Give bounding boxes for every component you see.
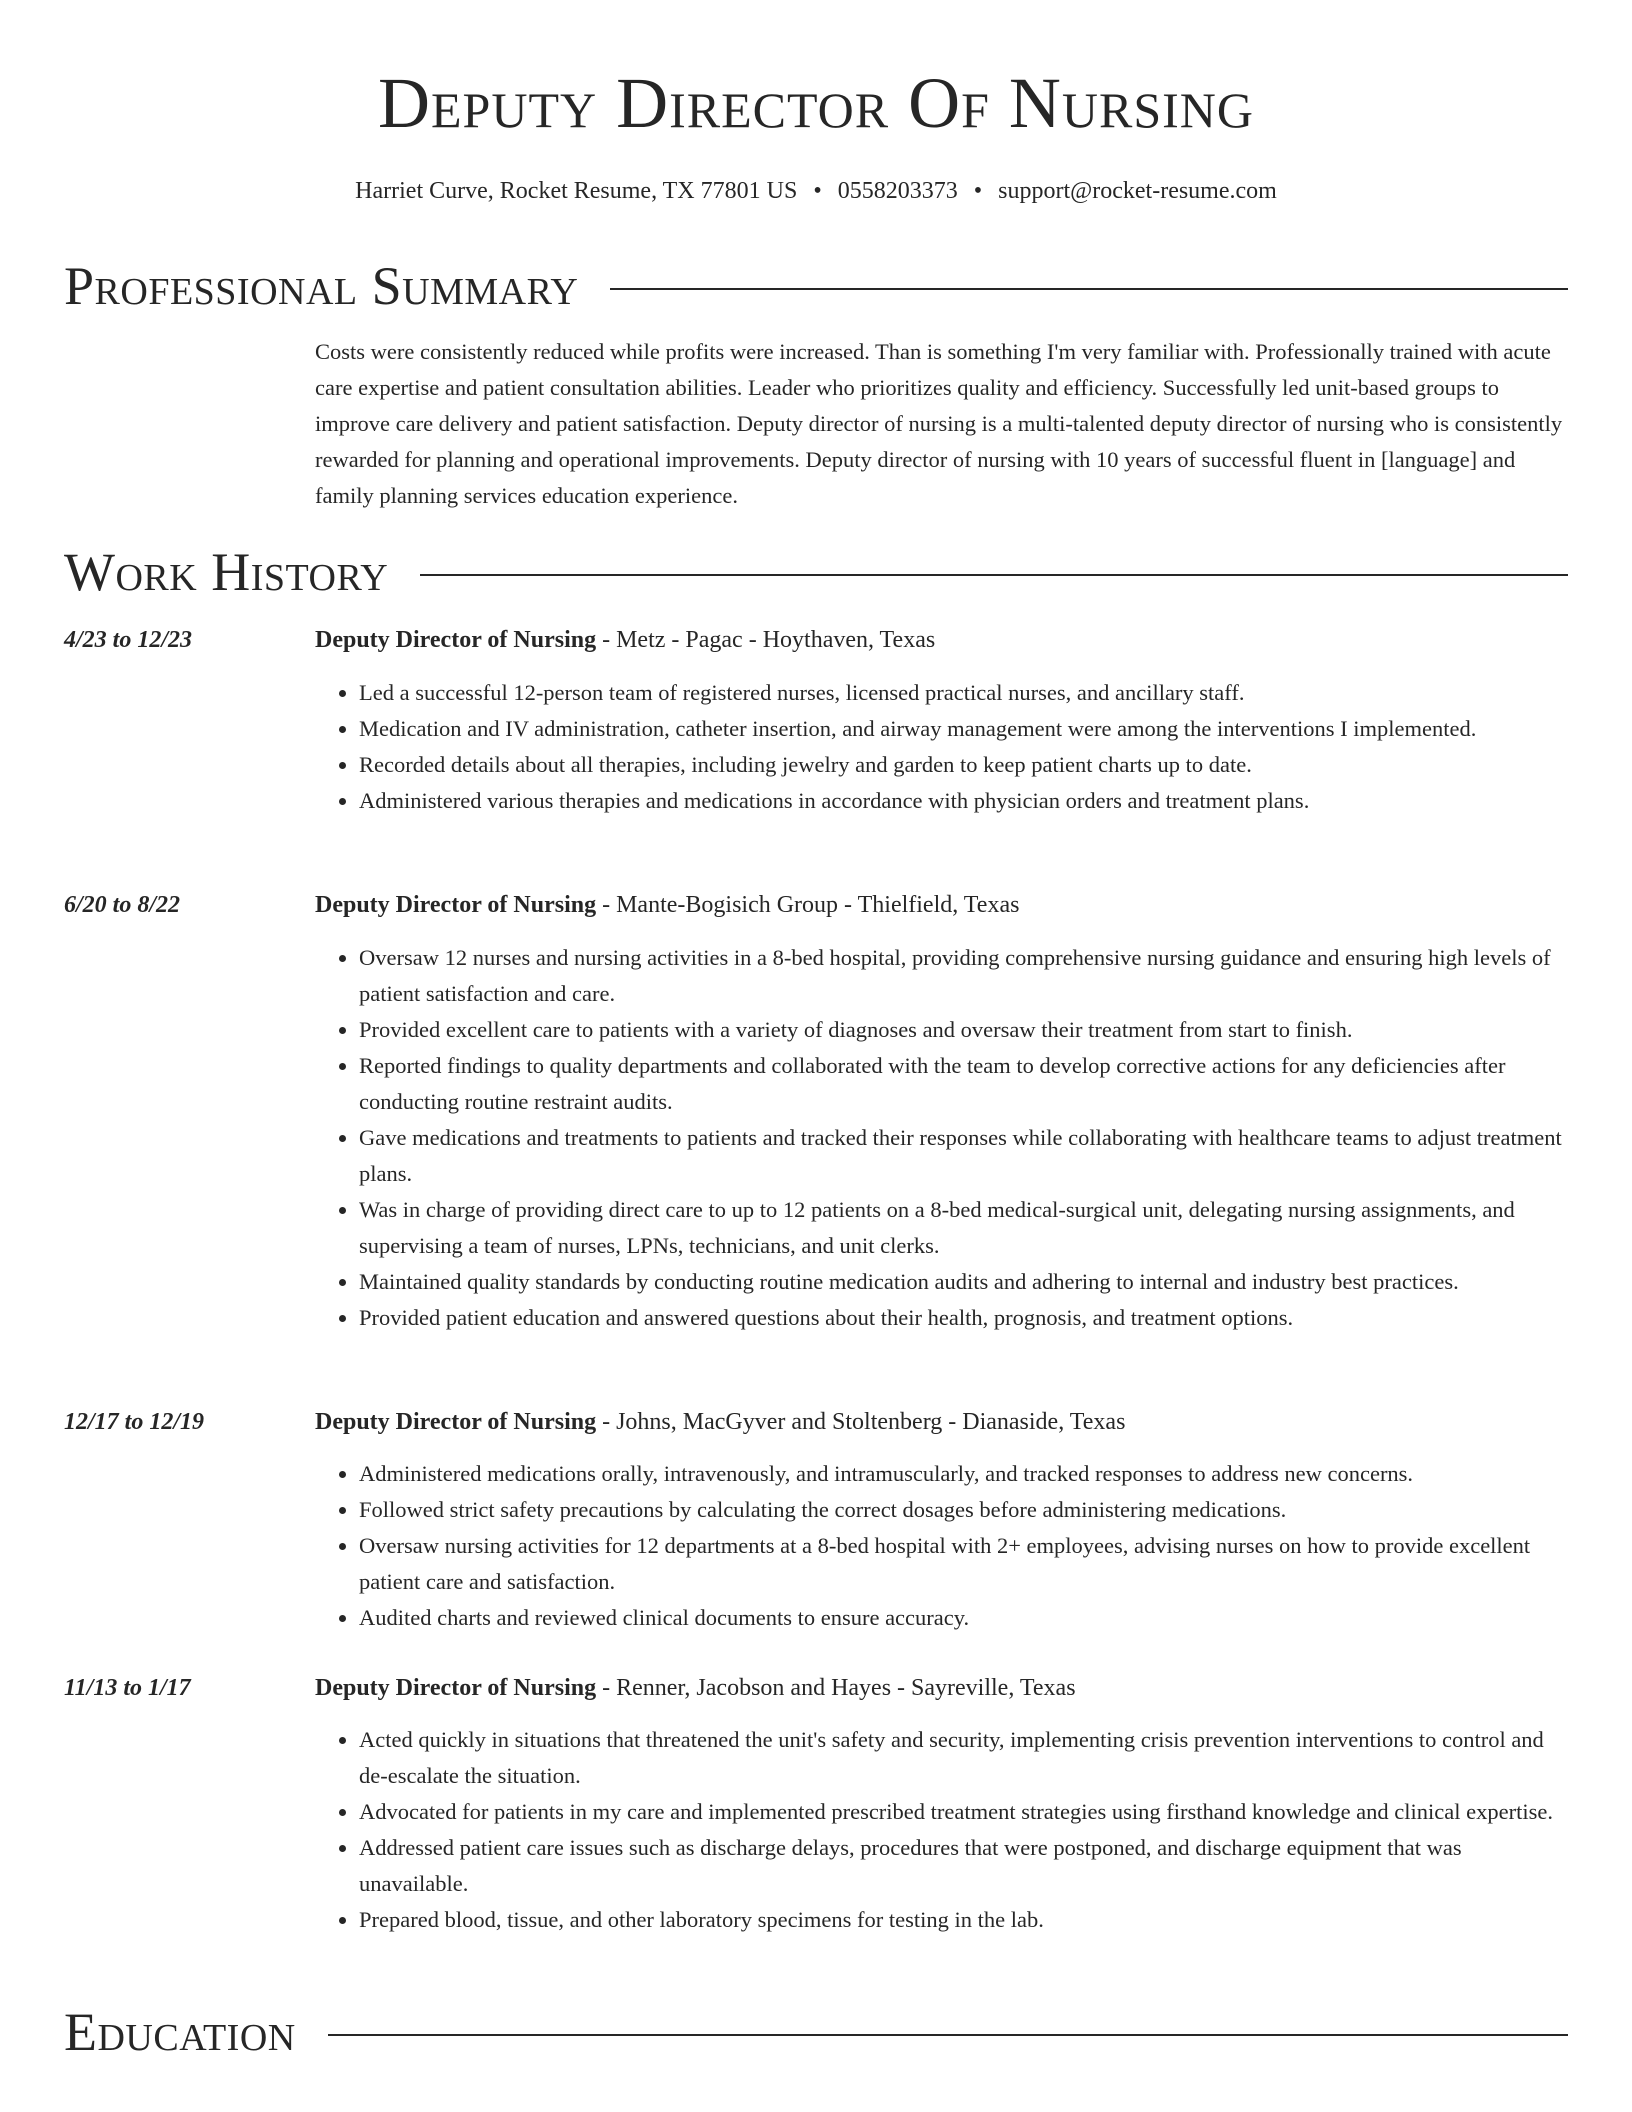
work-section-header (64, 540, 1568, 604)
job-employer: - Mante-Bogisich Group - Thielfield, Texas (596, 892, 1020, 918)
summary-section-title: Professional Summary (64, 256, 579, 316)
job-bullet-list (315, 1722, 1568, 1938)
job-bullet: • Provided excellent care to patients with a variety of diagnoses and oversaw their treatment from start to finish. (359, 1012, 1568, 1048)
job-bullet: • Recorded details about all therapies, including jewelry and garden to keep patient charts up to date. (359, 747, 1568, 783)
job-bullet-list (315, 675, 1568, 819)
contact-phone: 0558203373 (837, 178, 958, 204)
job-bullet: • Reported findings to quality departments and collaborated with the team to develop corrective actions for any deficiencies after conducting routine restraint audits. (359, 1048, 1568, 1120)
job-bullet-list (315, 1456, 1568, 1636)
job-bullet: • Oversaw 12 nurses and nursing activities in a 8-bed hospital, providing comprehensive nursing guidance and ensuring high levels of patient satisfaction and care. (359, 940, 1568, 1012)
job-bullet: • Gave medications and treatments to patients and tracked their responses while collaborating with healthcare teams to adjust treatment plans. (359, 1120, 1568, 1192)
job-bullet: • Led a successful 12-person team of registered nurses, licensed practical nurses, and ancillary staff. (359, 675, 1568, 711)
summary-text: Costs were consistently reduced while profits were increased. Than is something I'm very familiar with. Professionally trained with acute care expertise and patient consultation abilities. Leader who prioritizes quality and efficiency. Successfully led unit-based groups to improve care delivery and patient satisfaction. Deputy director of nursing is a multi-talented deputy director of nursing who is consistently rewarded for planning and operational improvements. Deputy director of nursing with 10 years of successful fluent in [language] and family planning services education experience. (315, 339, 1563, 508)
job-bullet: • Provided patient education and answered questions about their health, prognosis, and treatment options. (359, 1300, 1568, 1336)
job-bullet: • Oversaw nursing activities for 12 departments at a 8-bed hospital with 2+ employees, advising nurses on how to provide excellent patient care and satisfaction. (359, 1528, 1568, 1600)
job-bullet: • Audited charts and reviewed clinical documents to ensure accuracy. (359, 1600, 1568, 1636)
education-section-header (64, 2000, 1568, 2064)
summary-section-header (64, 254, 1568, 318)
education-section-title: Education (64, 2002, 296, 2062)
job-employer: - Renner, Jacobson and Hayes - Sayreville, Texas (596, 1675, 1076, 1701)
job-dates: 12/17 to 12/19 (64, 1409, 205, 1435)
job-title: Deputy Director of Nursing (315, 627, 597, 653)
job-dates: 11/13 to 1/17 (64, 1675, 191, 1701)
job-bullet: • Maintained quality standards by conducting routine medication audits and adhering to internal and industry best practices. (359, 1264, 1568, 1300)
contact-separator: • (973, 178, 983, 204)
job-bullet: • Was in charge of providing direct care to up to 12 patients on a 8-bed medical-surgical unit, delegating nursing assignments, and supervising a team of nurses, LPNs, technicians, and unit clerks. (359, 1192, 1568, 1264)
job-title-line (315, 888, 1568, 922)
job-bullet-list (315, 940, 1568, 1336)
job-title: Deputy Director of Nursing (315, 892, 597, 918)
job-title-line (315, 1671, 1568, 1705)
job-title-line (315, 1405, 1568, 1439)
job-bullet: • Followed strict safety precautions by calculating the correct dosages before administering medications. (359, 1492, 1568, 1528)
work-section-title: Work History (64, 542, 389, 602)
job-employer: - Johns, MacGyver and Stoltenberg - Dianaside, Texas (596, 1409, 1126, 1435)
job-bullet: • Prepared blood, tissue, and other laboratory specimens for testing in the lab. (359, 1902, 1568, 1938)
contact-separator: • (813, 178, 822, 204)
resume-name: Deputy Director Of Nursing (377, 63, 1255, 143)
job-title: Deputy Director of Nursing (315, 1675, 597, 1701)
job-bullet: • Administered various therapies and medications in accordance with physician orders and treatment plans. (359, 783, 1568, 819)
job-dates: 4/23 to 12/23 (64, 627, 193, 653)
contact-line (64, 174, 1568, 208)
job-bullet: • Medication and IV administration, catheter insertion, and airway management were among the interventions I implemented. (359, 711, 1568, 747)
job-dates: 6/20 to 8/22 (64, 892, 181, 918)
section-divider (610, 288, 1568, 290)
job-bullet: • Advocated for patients in my care and implemented prescribed treatment strategies using firsthand knowledge and clinical expertise. (359, 1794, 1568, 1830)
job-employer: - Metz - Pagac - Hoythaven, Texas (596, 627, 936, 653)
contact-address: Harriet Curve, Rocket Resume, TX 77801 US (355, 178, 798, 204)
contact-email: support@rocket-resume.com (998, 178, 1277, 204)
job-bullet: • Addressed patient care issues such as discharge delays, procedures that were postponed, and discharge equipment that was unavailable. (359, 1830, 1568, 1902)
job-bullet: • Acted quickly in situations that threatened the unit's safety and security, implementing crisis prevention interventions to control and de-escalate the situation. (359, 1722, 1568, 1794)
section-divider (328, 2034, 1568, 2036)
job-title: Deputy Director of Nursing (315, 1409, 597, 1435)
job-bullet: • Administered medications orally, intravenously, and intramuscularly, and tracked responses to address new concerns. (359, 1456, 1568, 1492)
job-title-line (315, 623, 1568, 657)
section-divider (420, 574, 1568, 576)
